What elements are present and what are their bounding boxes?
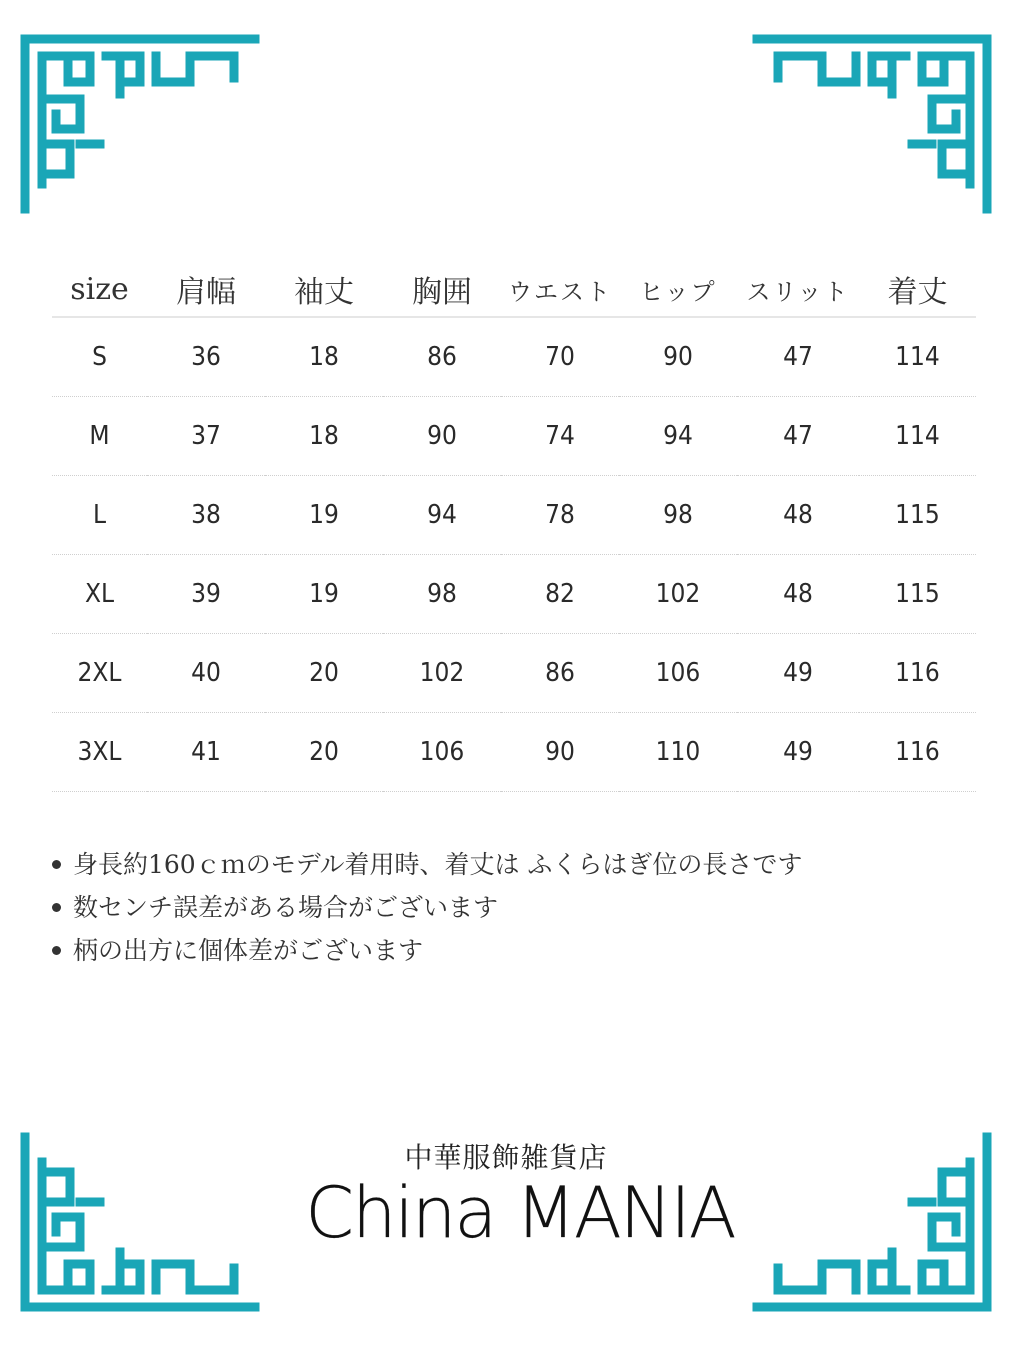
table-cell: 90 [501,713,619,792]
list-item [50,929,990,972]
table-cell: 114 [859,397,976,476]
table-cell: 115 [859,476,976,555]
table-cell: 106 [383,713,501,792]
bullet-icon [52,860,61,869]
table-cell: 39 [147,555,265,634]
table-cell: 3XL [52,713,147,792]
notes-list [50,843,990,972]
table-cell: 47 [737,317,859,397]
table-row [52,476,976,555]
table-cell: 48 [737,555,859,634]
table-cell: 116 [859,713,976,792]
table-cell: 74 [501,397,619,476]
table-cell: 98 [619,476,737,555]
fret-corner-top-right-icon [752,34,992,214]
table-cell: 90 [383,397,501,476]
table-cell: 19 [265,555,383,634]
table-cell: 37 [147,397,265,476]
table-cell: 36 [147,317,265,397]
table-cell: 78 [501,476,619,555]
list-item [50,843,990,886]
brand-logo-text: China MANIA [305,1172,735,1254]
table-cell: 94 [619,397,737,476]
chinese-fret-corner-icon [20,34,260,214]
header-waist: ウエスト [501,262,619,317]
header-slit: スリット [737,262,859,317]
table-cell: 98 [383,555,501,634]
bullet-icon [52,946,61,955]
table-cell: 106 [619,634,737,713]
table-cell: 18 [265,397,383,476]
header-length: 着丈 [859,262,976,317]
table-cell: 19 [265,476,383,555]
note-text: 身長約160ｃｍのモデル着用時、着丈は ふくらはぎ位の長さです [73,850,803,879]
table-row [52,634,976,713]
header-hip: ヒップ [619,262,737,317]
table-cell: 18 [265,317,383,397]
table-cell: 115 [859,555,976,634]
bullet-icon [52,903,61,912]
table-cell: L [52,476,147,555]
brand-subtitle: 中華服飾雑貨店 [404,1141,608,1174]
table-cell: 90 [619,317,737,397]
table-cell: M [52,397,147,476]
table-row [52,397,976,476]
table-cell: 40 [147,634,265,713]
table-row [52,713,976,792]
table-cell: XL [52,555,147,634]
header-sleeve-length: 袖丈 [265,262,383,317]
table-cell: 47 [737,397,859,476]
chinese-fret-corner-icon [752,34,992,214]
table-cell: 70 [501,317,619,397]
table-row [52,555,976,634]
table-cell: 20 [265,634,383,713]
table-cell: 38 [147,476,265,555]
header-shoulder-width: 肩幅 [147,262,265,317]
table-cell: 20 [265,713,383,792]
table-cell: 86 [501,634,619,713]
table-cell: 102 [619,555,737,634]
table-cell: 94 [383,476,501,555]
table-cell: 110 [619,713,737,792]
header-chest: 胸囲 [383,262,501,317]
size-chart-table [52,262,976,792]
table-cell: 41 [147,713,265,792]
size-chart-header-row [52,262,976,317]
table-cell: S [52,317,147,397]
fret-corner-top-left-icon [20,34,260,214]
table-cell: 48 [737,476,859,555]
table-cell: 2XL [52,634,147,713]
table-row [52,317,976,397]
table-cell: 82 [501,555,619,634]
table-cell: 102 [383,634,501,713]
header-size: size [52,262,147,317]
note-text: 柄の出方に個体差がございます [73,936,424,965]
table-cell: 116 [859,634,976,713]
table-cell: 114 [859,317,976,397]
table-cell: 49 [737,713,859,792]
list-item [50,886,990,929]
table-cell: 49 [737,634,859,713]
note-text: 数センチ誤差がある場合がございます [73,893,499,922]
table-cell: 86 [383,317,501,397]
